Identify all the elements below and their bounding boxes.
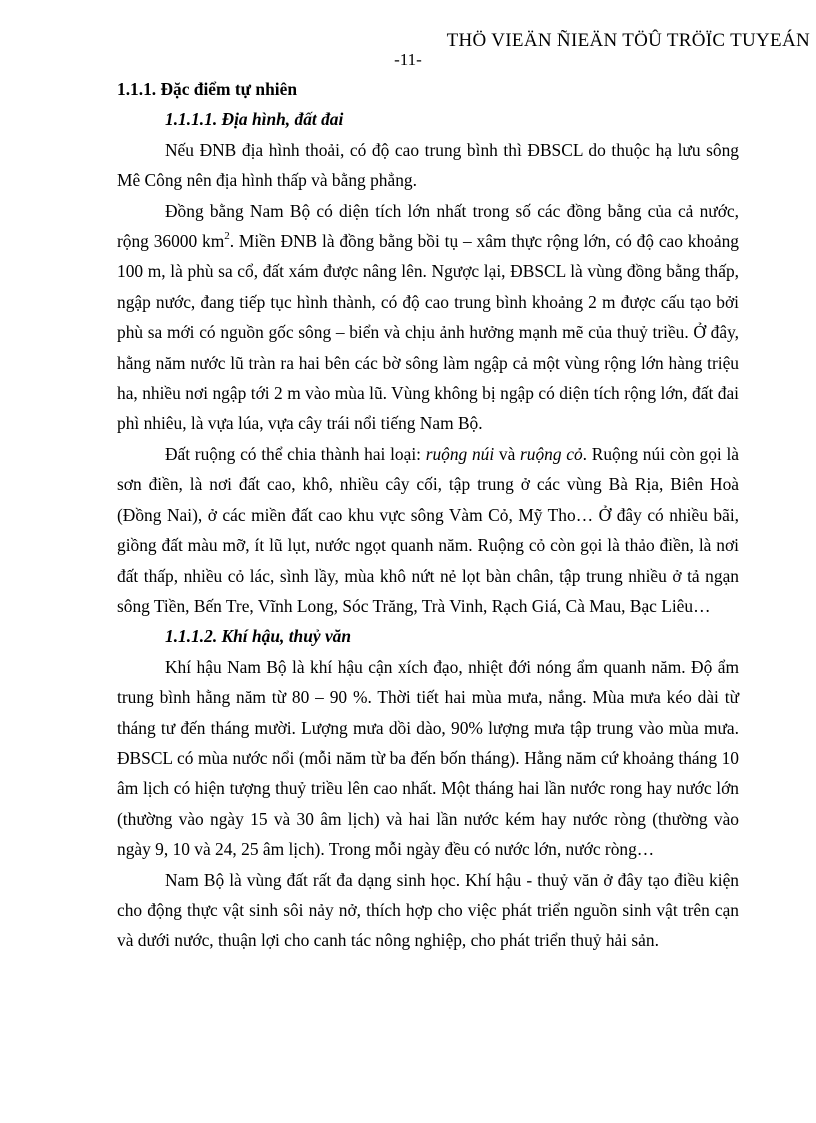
text-run: và xyxy=(494,443,520,464)
subsection-heading-terrain: 1.1.1.1. Địa hình, đất đai xyxy=(165,109,344,130)
page-number: -11- xyxy=(394,50,422,69)
section-heading: 1.1.1. Đặc điểm tự nhiên xyxy=(117,79,297,99)
library-header: THÖ VIEÄN ÑIEÄN TÖÛ TRÖÏC TUYEÁN xyxy=(446,30,810,51)
italic-term: ruộng núi xyxy=(425,443,495,464)
text-run: . Miền ĐNB là đồng bằng bồi tụ – xâm thực rộng lớn, có độ cao khoảng 100 m, là phù sa cổ, đất xám được nâng lên. Ngược lại, ĐBSCL là vùng đồng bằng thấp, ngập nước, đang tiếp tục hình thành, có độ cao trung bình khoảng 2 m được cấu tạo bởi phù sa mới có nguồn gốc sông – biển và chịu ảnh hưởng mạnh mẽ của thuỷ triều. Ở đây, hằng năm nước lũ tràn ra hai bên các bờ sông làm ngập cả một vùng rộng lớn hàng triệu ha, nhiều nơi ngập tới 2 m vào mùa lũ. Vùng không bị ngập có diện tích rộng lớn, đất đai phì nhiêu, là vựa lúa, vựa cây trái nổi tiếng Nam Bộ. xyxy=(117,231,739,434)
text-run: Đất ruộng có thể chia thành hai loại: xyxy=(165,443,426,464)
document-body xyxy=(117,74,739,956)
text-run: Đồng bằng Nam Bộ có diện tích lớn nhất trong số các đồng bằng của cả nước, rộng 36000 km xyxy=(117,200,739,252)
paragraph-delta-area xyxy=(117,196,739,439)
italic-term: ruộng cỏ xyxy=(520,443,583,464)
paragraph-climate: Khí hậu Nam Bộ là khí hậu cận xích đạo, nhiệt đới nóng ẩm quanh năm. Độ ẩm trung bình hằng năm từ 80 – 90 %. Thời tiết hai mùa mưa, nắng. Mùa mưa kéo dài từ tháng tư đến tháng mười. Lượng mưa dồi dào, 90% lượng mưa tập trung vào mùa mưa. ĐBSCL có mùa nước nổi (mỗi năm từ ba đến bốn tháng). Hằng năm cứ khoảng tháng 10 âm lịch có hiện tượng thuỷ triều lên cao nhất. Một tháng hai lần nước rong hay nước lớn (thường vào ngày 15 và 30 âm lịch) và hai lần nước kém hay nước ròng (thường vào ngày 9, 10 và 24, 25 âm lịch). Trong mỗi ngày đều có nước lớn, nước ròng… xyxy=(117,656,739,860)
paragraph-terrain-intro: Nếu ĐNB địa hình thoải, có độ cao trung bình thì ĐBSCL do thuộc hạ lưu sông Mê Công nên địa hình thấp và bằng phẳng. xyxy=(117,139,739,191)
paragraph-field-types xyxy=(117,439,739,621)
text-run: . Ruộng núi còn gọi là sơn điền, là nơi đất cao, khô, nhiều cây cối, tập trung ở các vùng Bà Rịa, Biên Hoà (Đồng Nai), ở các miền đất cao khu vực sông Vàm Cỏ, Mỹ Tho… Ở đây có nhiều bãi, giồng đất màu mỡ, ít lũ lụt, nước ngọt quanh năm. Ruộng cỏ còn gọi là thảo điền, là nơi đất thấp, nhiều cỏ lác, sình lầy, mùa khô nứt nẻ lọt bàn chân, tập trung nhiều ở tả ngạn sông Tiền, Bến Tre, Vĩnh Long, Sóc Trăng, Trà Vinh, Rạch Giá, Cà Mau, Bạc Liêu… xyxy=(117,443,739,616)
paragraph-biodiversity: Nam Bộ là vùng đất rất đa dạng sinh học. Khí hậu - thuỷ văn ở đây tạo điều kiện cho động thực vật sinh sôi nảy nở, thích hợp cho việc phát triển nguồn sinh vật trên cạn và dưới nước, thuận lợi cho canh tác nông nghiệp, cho phát triển thuỷ hải sản. xyxy=(117,869,739,951)
superscript: 2 xyxy=(224,230,230,243)
subsection-heading-climate: 1.1.1.2. Khí hậu, thuỷ văn xyxy=(165,626,352,647)
